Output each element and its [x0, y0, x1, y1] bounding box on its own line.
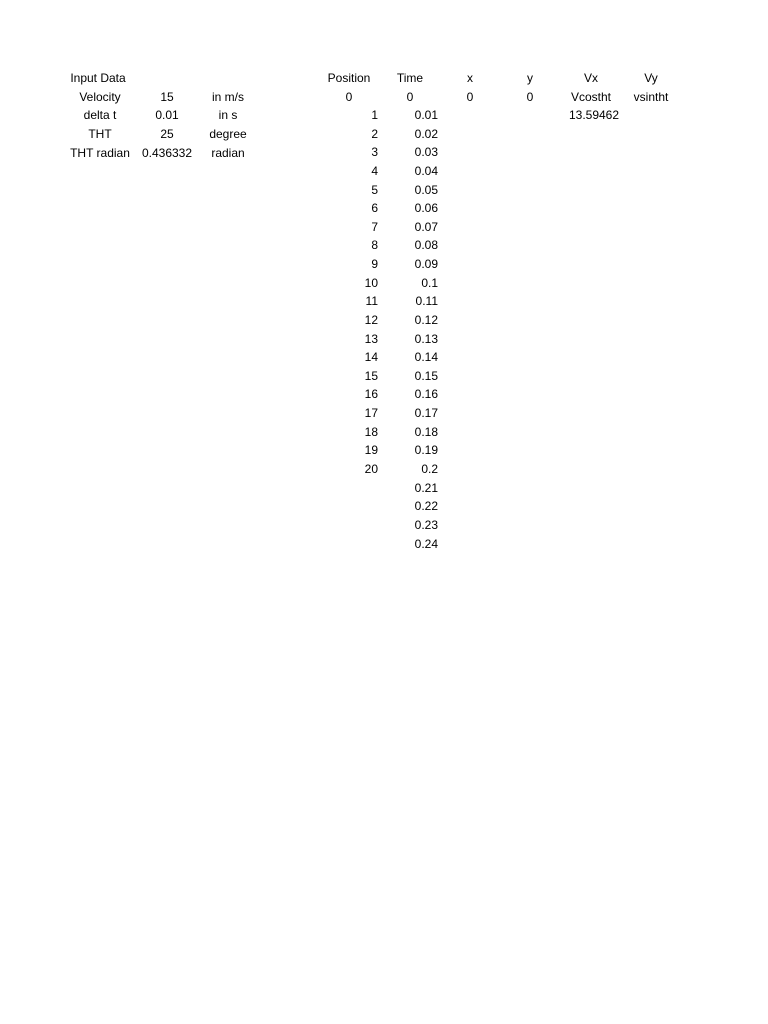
- time-cell: 0.03: [414, 145, 438, 159]
- row0-position: 0: [345, 90, 353, 104]
- time-cell: 0.18: [414, 425, 438, 439]
- position-cell: 12: [364, 313, 378, 327]
- time-cell: 0.11: [415, 294, 438, 308]
- position-cell: 1: [371, 108, 378, 122]
- row0-y: 0: [526, 90, 534, 104]
- input-value-delta-t: 0.01: [155, 108, 179, 122]
- time-cell: 0.09: [414, 257, 438, 271]
- time-cell: 0.2: [421, 462, 438, 476]
- time-cell: 0.07: [414, 220, 438, 234]
- header-y: y: [527, 71, 533, 85]
- position-cell: 11: [365, 294, 378, 308]
- time-cell: 0.06: [414, 201, 438, 215]
- header-vx: Vx: [583, 71, 599, 85]
- position-cell: 7: [371, 220, 378, 234]
- time-cell: 0.23: [414, 518, 438, 532]
- header-position: Position: [327, 71, 371, 85]
- input-value-tht: 25: [160, 127, 174, 141]
- time-cell: 0.12: [414, 313, 438, 327]
- vx-value: 13.59462: [568, 108, 620, 122]
- position-cell: 20: [364, 462, 378, 476]
- time-cell: 0.04: [414, 164, 438, 178]
- position-cell: 5: [371, 183, 378, 197]
- time-cell: 0.21: [414, 481, 438, 495]
- position-cell: 9: [371, 257, 378, 271]
- position-cell: 19: [364, 443, 378, 457]
- row0-time: 0: [406, 90, 414, 104]
- position-cell: 15: [364, 369, 378, 383]
- header-vy: Vy: [644, 71, 658, 85]
- position-cell: 3: [371, 145, 378, 159]
- time-cell: 0.02: [414, 127, 438, 141]
- time-cell: 0.17: [414, 406, 438, 420]
- input-label-delta-t: delta t: [83, 108, 117, 122]
- position-cell: 8: [371, 238, 378, 252]
- position-cell: 17: [364, 406, 378, 420]
- input-label-velocity: Velocity: [79, 90, 121, 104]
- input-unit-delta-t: in s: [218, 108, 238, 122]
- header-time: Time: [396, 71, 424, 85]
- time-cell: 0.05: [414, 183, 438, 197]
- time-cell: 0.08: [414, 238, 438, 252]
- time-cell: 0.16: [414, 387, 438, 401]
- position-cell: 14: [364, 350, 378, 364]
- position-cell: 6: [371, 201, 378, 215]
- time-cell: 0.01: [414, 108, 438, 122]
- time-cell: 0.1: [421, 276, 438, 290]
- time-cell: 0.14: [414, 350, 438, 364]
- position-cell: 13: [364, 332, 378, 346]
- input-label-tht: THT: [88, 127, 112, 141]
- time-cell: 0.24: [414, 537, 438, 551]
- time-cell: 0.15: [414, 369, 438, 383]
- input-label-tht-radian: THT radian: [70, 146, 130, 160]
- row0-x: 0: [466, 90, 474, 104]
- time-cell: 0.19: [414, 443, 438, 457]
- input-value-velocity: 15: [160, 90, 174, 104]
- position-cell: 2: [371, 127, 378, 141]
- row0-vx: Vcostht: [570, 90, 612, 104]
- input-unit-velocity: in m/s: [211, 90, 245, 104]
- input-data-title: Input Data: [70, 71, 126, 85]
- header-x: x: [467, 71, 473, 85]
- position-cell: 18: [364, 425, 378, 439]
- position-cell: 10: [364, 276, 378, 290]
- row0-vy: vsintht: [633, 90, 669, 104]
- position-cell: 16: [364, 387, 378, 401]
- time-cell: 0.22: [414, 499, 438, 513]
- position-cell: 4: [371, 164, 378, 178]
- input-value-tht-radian: 0.436332: [141, 146, 193, 160]
- input-unit-tht: degree: [209, 127, 247, 141]
- input-unit-tht-radian: radian: [211, 146, 245, 160]
- time-cell: 0.13: [414, 332, 438, 346]
